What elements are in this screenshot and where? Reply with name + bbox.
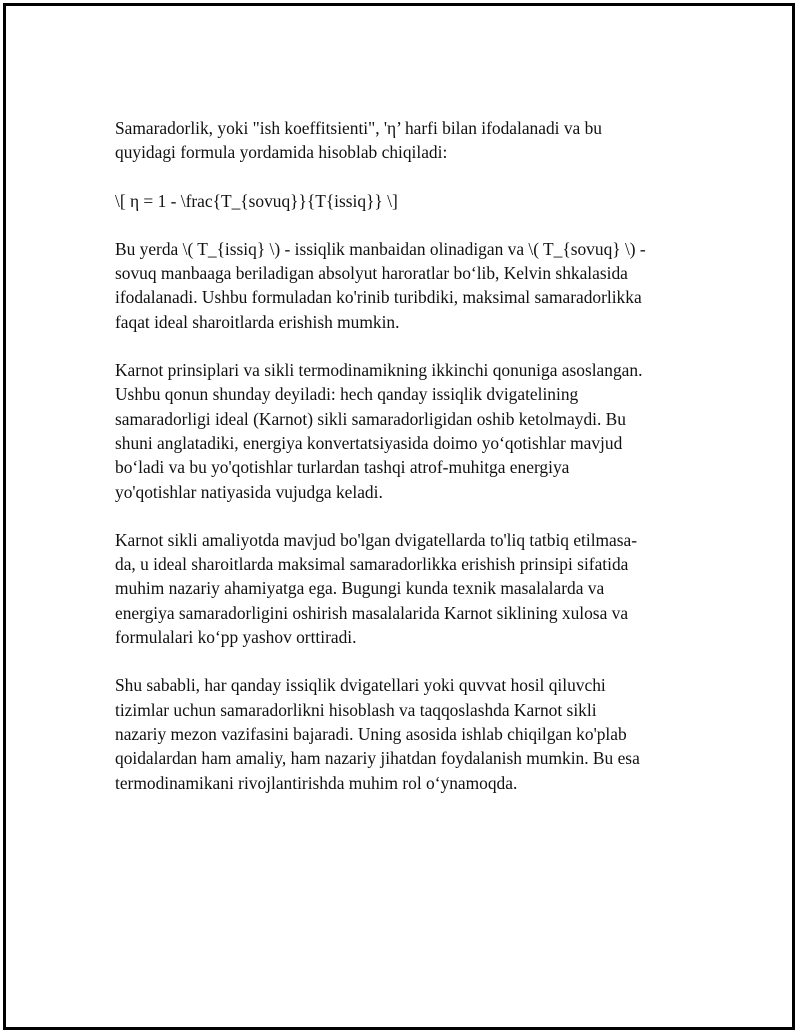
- text-line: samaradorligi ideal (Karnot) sikli samaradorligidan oshib ketolmaydi. Bu: [115, 408, 626, 429]
- text-line: faqat ideal sharoitlarda erishish mumkin.: [115, 311, 400, 332]
- text-line: muhim nazariy ahamiyatga ega. Bugungi kunda texnik masalalarda va: [115, 578, 605, 599]
- text-line: ifodalanadi. Ushbu formuladan ko'rinib turibdiki, maksimal samaradorlikka: [115, 287, 642, 308]
- paragraph-carnot-practice: [115, 528, 695, 649]
- text-line: Ushbu qonun shunday deyiladi: hech qanday issiqlik dvigatelining: [115, 384, 579, 405]
- document-body: [115, 116, 695, 819]
- paragraph-conclusion: [115, 673, 695, 794]
- text-line: quyidagi formula yordamida hisoblab chiqiladi:: [115, 142, 448, 163]
- text-line: boʻladi va bu yo'qotishlar turlardan tashqi atrof-muhitga energiya: [115, 457, 570, 478]
- text-line: Samaradorlik, yoki "ish koeffitsienti", 'η’ harfi bilan ifodalanadi va bu: [115, 118, 602, 138]
- text-line: Karnot sikli amaliyotda mavjud bo'lgan dvigatellarda to'liq tatbiq etilmasa-: [115, 529, 638, 550]
- paragraph-intro: [115, 116, 695, 165]
- text-line: da, u ideal sharoitlarda maksimal samaradorlikka erishish prinsipi sifatida: [115, 554, 629, 575]
- text-line: Karnot prinsiplari va sikli termodinamikning ikkinchi qonuniga asoslangan.: [115, 360, 643, 381]
- formula-line: \[ η = 1 - \frac{T_{sovuq}}{T{issiq}} \]: [115, 190, 398, 211]
- text-line: energiya samaradorligini oshirish masalalarida Karnot siklining xulosa va: [115, 602, 629, 623]
- paragraph-formula: [115, 189, 695, 213]
- text-line: nazariy mezon vazifasini bajaradi. Uning asosida ishlab chiqilgan ko'plab: [115, 723, 627, 744]
- text-line: Shu sababli, har qanday issiqlik dvigatellari yoki quvvat hosil qiluvchi: [115, 675, 606, 696]
- text-line: shuni anglatadiki, energiya konvertatsiyasida doimo yoʻqotishlar mavjud: [115, 432, 623, 453]
- paragraph-explanation: [115, 237, 695, 334]
- text-line: termodinamikani rivojlantirishda muhim rol oʻynamoqda.: [115, 772, 518, 793]
- text-line: qoidalardan ham amaliy, ham nazariy jihatdan foydalanish mumkin. Bu esa: [115, 748, 640, 769]
- paragraph-carnot-principles: [115, 358, 695, 504]
- text-line: yo'qotishlar natiyasida vujudga keladi.: [115, 481, 383, 502]
- text-line: sovuq manbaaga beriladigan absolyut haroratlar boʻlib, Kelvin shkalasida: [115, 263, 628, 284]
- text-line: Bu yerda \( T_{issiq} \) - issiqlik manbaidan olinadigan va \( T_{sovuq} \) -: [115, 238, 646, 259]
- text-line: formulalari koʻpp yashov orttiradi.: [115, 627, 357, 648]
- text-line: tizimlar uchun samaradorlikni hisoblash va taqqoslashda Karnot sikli: [115, 699, 597, 720]
